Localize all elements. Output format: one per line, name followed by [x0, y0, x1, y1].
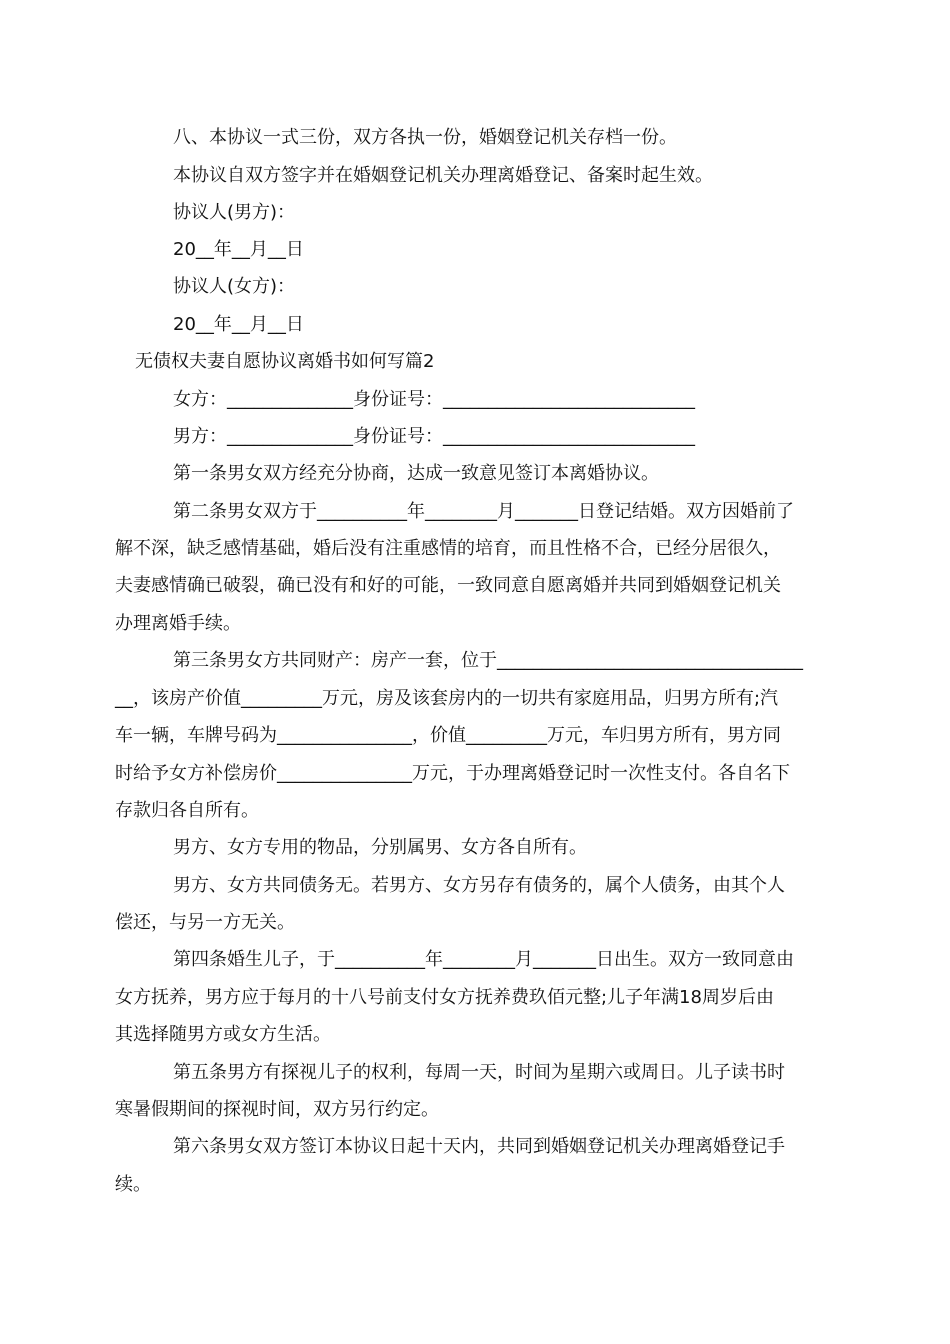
article-three-line-5: 存款归各自所有。 [115, 800, 259, 821]
male-signatory-label: 协议人(男方)： [173, 202, 296, 223]
article-three-line-1: 第三条男女方共同财产：房产一套，位于__________________________________ [173, 650, 803, 671]
female-sign-date: 20__年__月__日 [173, 314, 304, 335]
article-three-line-4: 时给予女方补偿房价_______________万元，于办理离婚登记时一次性支付。各自名下 [115, 763, 790, 784]
effective-clause: 本协议自双方签字并在婚姻登记机关办理离婚登记、备案时起生效。 [173, 165, 713, 186]
article-one: 第一条男女双方经充分协商，达成一致意见签订本离婚协议。 [173, 463, 659, 484]
male-sign-date: 20__年__月__日 [173, 239, 304, 260]
female-id-line: 女方：______________身份证号：____________________________ [173, 389, 695, 410]
article-two-line-4: 办理离婚手续。 [115, 613, 241, 634]
article-four-line-1: 第四条婚生儿子，于__________年________月_______日出生。双方一致同意由 [173, 949, 794, 970]
article-two-line-3: 夫妻感情确已破裂，确已没有和好的可能，一致同意自愿离婚并共同到婚姻登记机关 [115, 575, 781, 596]
article-two-line-2: 解不深，缺乏感情基础，婚后没有注重感情的培育，而且性格不合，已经分居很久， [115, 538, 781, 559]
article-four-line-2: 女方抚养，男方应于每月的十八号前支付女方抚养费玖佰元整;儿子年满18周岁后由 [115, 987, 774, 1008]
article-three-line-2: __，该房产价值_________万元，房及该套房内的一切共有家庭用品，归男方所有;汽 [115, 688, 779, 709]
article-six-line-2: 续。 [115, 1174, 151, 1195]
debt-clause-line-2: 偿还，与另一方无关。 [115, 912, 295, 933]
clause-eight: 八、本协议一式三份，双方各执一份，婚姻登记机关存档一份。 [173, 127, 677, 148]
female-signatory-label: 协议人(女方)： [173, 276, 296, 297]
article-three-line-3: 车一辆，车牌号码为_______________，价值_________万元，车归男方所有，男方同 [115, 725, 781, 746]
article-five-line-1: 第五条男方有探视儿子的权利，每周一天，时间为星期六或周日。儿子读书时 [173, 1062, 785, 1083]
section-title: 无债权夫妻自愿协议离婚书如何写篇2 [135, 351, 435, 372]
article-two-line-1: 第二条男女双方于__________年________月_______日登记结婚。双方因婚前了 [173, 501, 794, 522]
article-four-line-3: 其选择随男方或女方生活。 [115, 1024, 331, 1045]
personal-items-clause: 男方、女方专用的物品，分别属男、女方各自所有。 [173, 837, 587, 858]
article-five-line-2: 寒暑假期间的探视时间，双方另行约定。 [115, 1099, 439, 1120]
debt-clause-line-1: 男方、女方共同债务无。若男方、女方另存有债务的，属个人债务，由其个人 [173, 875, 785, 896]
article-six-line-1: 第六条男女双方签订本协议日起十天内，共同到婚姻登记机关办理离婚登记手 [173, 1136, 785, 1157]
male-id-line: 男方：______________身份证号：____________________________ [173, 426, 695, 447]
